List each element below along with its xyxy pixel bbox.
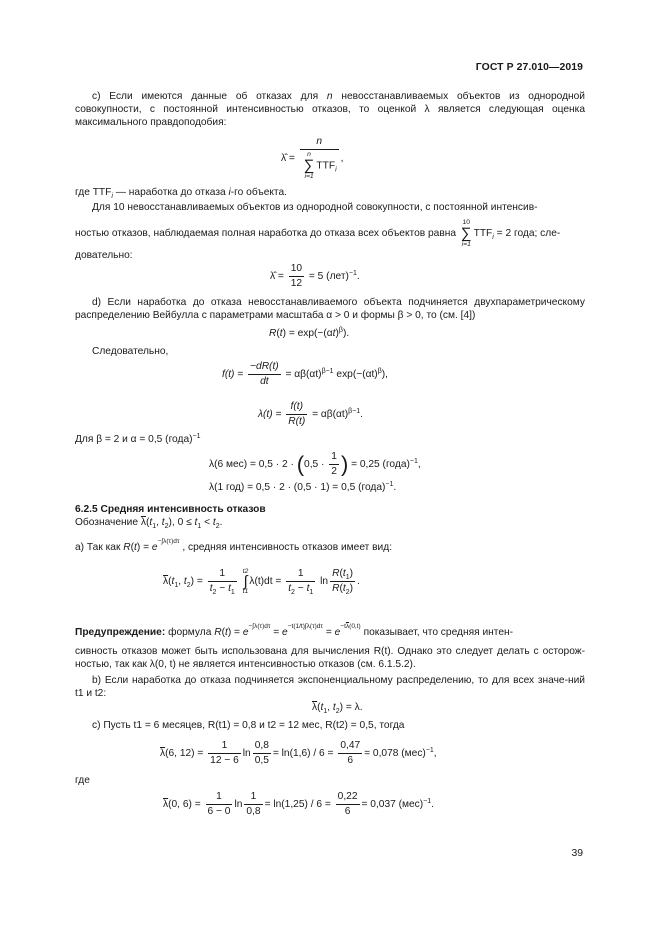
formula-lambda-6-months: λ(6 мес) = 0,5 · 2 · (0,5 · $\frac{1}{2}$ ) = 0,25 (года)$^{-1}$, (209, 451, 421, 477)
paragraph-10-objects: Для 10 невосстанавливаемых объектов из однородной совокупности, с постоянной интенсив- (92, 202, 538, 213)
paragraph-d: d) Если наработка до отказа невосстанавливаемого объекта подчиняется двухпараметрическому распределению Вейбулла с параметрами масштаба α > 0 и формы β > 0, то (см. [4]) (75, 297, 585, 322)
paragraph-a-average: а) Так как $R(t) = e^{-\int\lambda(\tau)d\tau}$ , средняя интенсивность отказов имеет вид: (75, 538, 393, 553)
where-ttf: где $TTF_i$ — наработка до отказа i-го объекта. (75, 187, 287, 200)
warning-line1: Предупреждение: формула $R(t) = e^{-\int\lambda(\tau)d\tau} = e^{-t(1/t)\int\lambda(\tau)d\tau} = e^{-t\overline{\lambda}(0,t)}$ показывает, что средняя интен- (75, 623, 514, 638)
paragraph-consequently: довательно: (75, 250, 133, 261)
formula-failure-rate: λ(t) = $\frac{f(t)}{R(t)}$ = $\alpha\beta(\alpha t)^{\beta-1}$. (258, 401, 363, 427)
formula-lambda-6-12: $\overline{\lambda}(6$, 12) = $\frac{1}{12 - 6}$ ln $\frac{0,8}{0,5}$ = ln(1,6) / 6 = $\frac{0,47}{6}$ = 0,078 (мес)$^{-1}$, (160, 740, 437, 766)
standard-header: ГОСТ Р 27.010—2019 (475, 62, 583, 73)
formula-mle: λ̂ = n n ∑ i=1 $TTF_i$ , (281, 136, 344, 180)
formula-lambda-1-year: λ(1 год) = 0,5 · 2 · (0,5 · 1) = 0,5 (года)$^{-1}$. (209, 481, 397, 493)
formula-weibull-reliability: $R(t) = \exp(-(\alpha t)^\beta)$. (269, 327, 350, 339)
paragraph-c-example: с) Пусть t1 = 6 месяцев, R(t1) = 0,8 и t2 = 12 мес, R(t2) = 0,5, тогда (92, 720, 405, 731)
paragraph-c: с) Если имеются данные об отказах для n невосстанавливаемых объектов из однородной совокупности, с постоянной интенсивностью отказов, то оценкой λ является следующая оценка максимального правдоподобия: (75, 91, 586, 129)
formula-density: f(t) = $\frac{-dR(t)}{dt}$ = $\alpha\beta(\alpha t)^{\beta-1}$ $\exp(-(\alpha t)^\beta)$, (222, 361, 388, 387)
formula-lambda-0-6: $\overline{\lambda}(0$, 6) = $\frac{1}{6 - 0}$ ln $\frac{1}{0,8}$ = ln(1,25) / 6 = $\frac{0,22}{6}$ = 0,037 (мес)$^{-1}$. (163, 791, 434, 817)
section-title-average-failure-rate: 6.2.5 Средняя интенсивность отказов (75, 504, 266, 515)
paragraph-b-exponential: b) Если наработка до отказа подчиняется экспоненциальному распределению, то для всех значе-ний t1 и t2: (75, 675, 585, 700)
page-number: 39 (571, 848, 583, 859)
warning-continuation: сивность отказов может быть использована для вычисления R(t). Однако это следует делать с осторож-ностью, так как λ(0, t) не является интенсивностью отказов (см. 6.1.5.2). (75, 646, 585, 671)
paragraph-beta-alpha: Для β = 2 и α = 0,5 (года)$^{-1}$ (75, 433, 201, 445)
section-designation: Обозначение $\overline{\lambda}(t_1$, $t_2$), $0 \le t_1 < t_2$. (75, 517, 223, 530)
formula-lambda-estimate: λ̂ = $\frac{10}{12}$ = 5 (лет)$^{-1}$. (270, 263, 360, 289)
formula-constant-average: $\overline{\lambda}(t_1$, $t_2) = \lambda$. (312, 702, 363, 715)
text-where: где (75, 775, 90, 786)
paragraph-10-line2: ностью отказов, наблюдаемая полная наработка до отказа всех объектов равна 10 ∑ i=1 $TTF_i = 2$ года; сле- (75, 219, 561, 248)
formula-average-rate: $\overline{\lambda}(t_1$, $t_2$) = $\frac{1}{t_2 - t_1}$ t2 ∫ t1 λ(t)dt = $\frac{1}{t_2 - t_1}$ ln $\frac{R(t_1)}{R(t_2)}$ . (163, 568, 360, 596)
text-consequently: Следовательно, (92, 346, 169, 357)
